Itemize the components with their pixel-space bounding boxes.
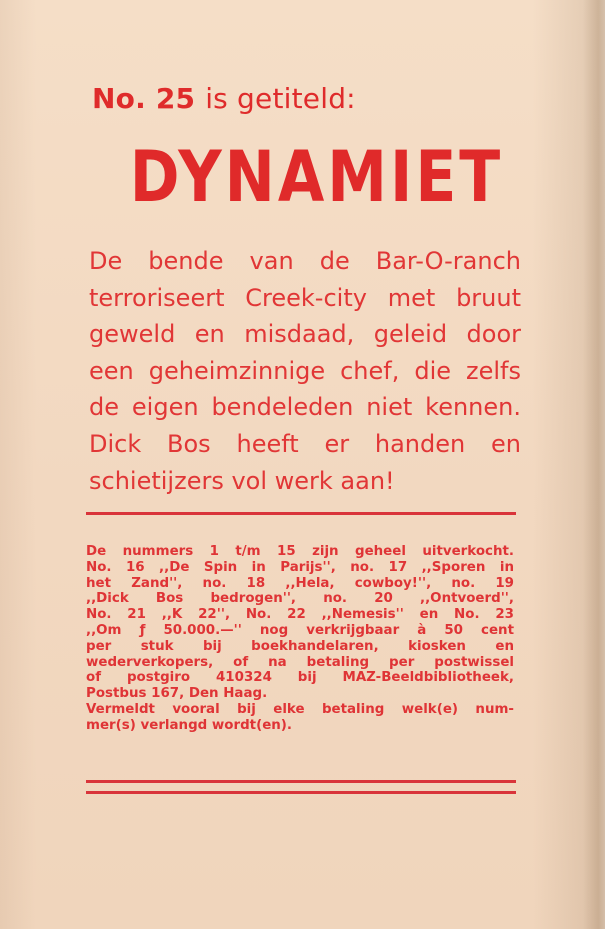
description-line: geweld en misdaad, geleid door — [89, 320, 521, 349]
issue-heading — [92, 82, 356, 115]
notice-line: mer(s) verlangd wordt(en). — [86, 717, 293, 733]
notice-line: per stuk bij boekhandelaren, kiosken en — [86, 638, 514, 654]
description-line: schietijzers vol werk aan! — [89, 466, 395, 495]
divider-rule — [86, 512, 516, 515]
notice-line: No. 21 ,,K 22'', No. 22 ,,Nemesis'' en No. 23 — [86, 607, 514, 623]
description-line: de eigen bendeleden niet kennen. — [89, 393, 521, 422]
notice-line: wederverkopers, of na betaling per postwissel — [86, 654, 514, 670]
notice-line: ,,Om ƒ 50.000.—'' nog verkrijgbaar à 50 cent — [86, 622, 514, 638]
notice-line: Postbus 167, Den Haag. — [86, 686, 268, 702]
notice-line: De nummers 1 t/m 15 zijn geheel uitverkocht. — [86, 544, 514, 559]
bottom-rule-lower — [86, 791, 516, 794]
issue-heading-text: is getiteld: — [205, 82, 356, 115]
issue-title: DYNAMIET — [129, 136, 504, 219]
notice-line: No. 16 ,,De Spin in Parijs'', no. 17 ,,Sporen in — [86, 559, 514, 575]
issue-number: No. 25 — [92, 82, 196, 115]
description-line: terroriseert Creek-city met bruut — [89, 283, 521, 312]
notice-line: of postgiro 410324 bij MAZ-Beeldbibliotheek, — [86, 670, 514, 686]
description-line: De bende van de Bar-O-ranch — [89, 247, 521, 275]
description-line: Dick Bos heeft er handen en — [89, 429, 521, 458]
notice-line: het Zand'', no. 18 ,,Hela, cowboy!'', no. 19 — [86, 575, 514, 591]
bottom-rule-upper — [86, 780, 516, 783]
description-line: een geheimzinnige chef, die zelfs — [89, 356, 521, 385]
notice-line: Vermeldt vooral bij elke betaling welk(e) num- — [86, 701, 514, 717]
back-issues-notice — [86, 544, 514, 734]
notice-line: ,,Dick Bos bedrogen'', no. 20 ,,Ontvoerd'', — [86, 591, 514, 607]
issue-description — [89, 243, 521, 499]
